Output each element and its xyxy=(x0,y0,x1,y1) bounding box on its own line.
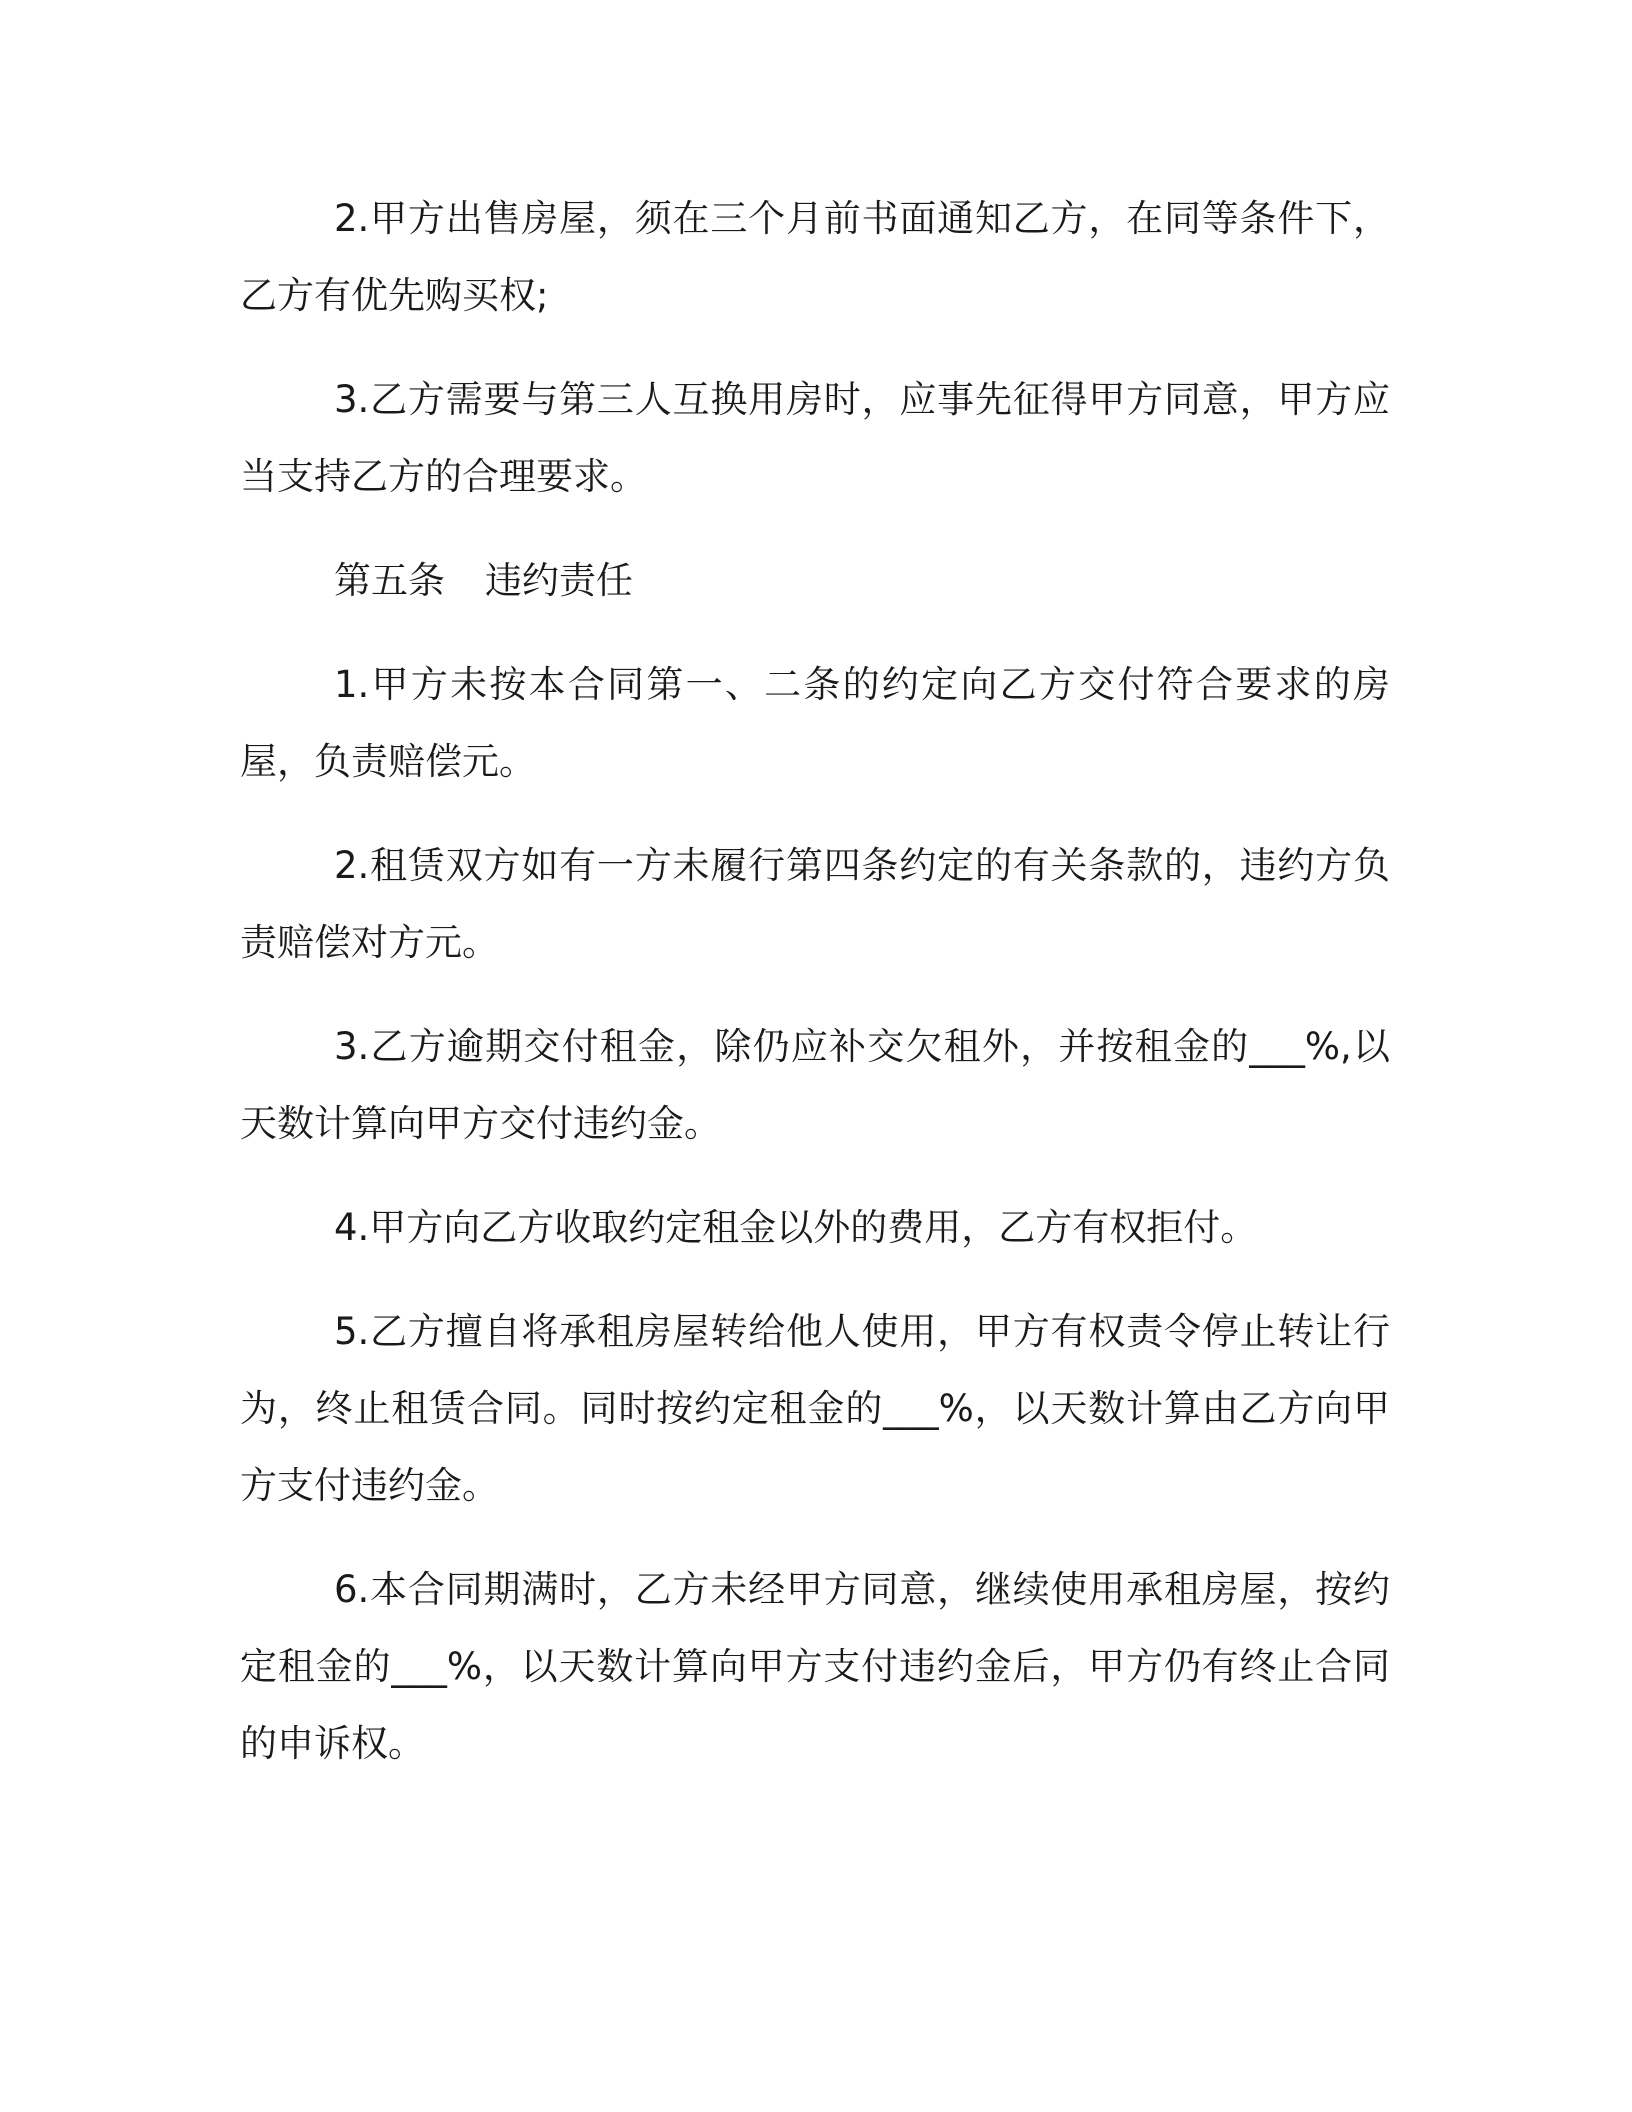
clause-5-2: 2.租赁双方如有一方未履行第四条约定的有关条款的，违约方负责赔偿对方元。 xyxy=(240,844,1390,964)
section-number: 第五条 xyxy=(334,559,445,602)
clause-5-3: 3.乙方逾期交付租金，除仍应补交欠租外，并按租金的___%,以天数计算向甲方交付违约金。 xyxy=(240,1025,1390,1145)
document-body xyxy=(240,180,1390,1809)
section-heading xyxy=(240,542,1390,619)
clause-4-3: 3.乙方需要与第三人互换用房时，应事先征得甲方同意，甲方应当支持乙方的合理要求。 xyxy=(240,378,1390,498)
clause-5-4: 4.甲方向乙方收取约定租金以外的费用，乙方有权拒付。 xyxy=(334,1206,1258,1249)
clause-5-1: 1.甲方未按本合同第一、二条的约定向乙方交付符合要求的房屋，负责赔偿元。 xyxy=(240,663,1390,783)
section-title: 违约责任 xyxy=(485,559,633,602)
clause-4-2: 2.甲方出售房屋，须在三个月前书面通知乙方，在同等条件下，乙方有优先购买权; xyxy=(240,197,1390,317)
clause-5-5: 5.乙方擅自将承租房屋转给他人使用，甲方有权责令停止转让行为，终止租赁合同。同时按约定租金的___%，以天数计算由乙方向甲方支付违约金。 xyxy=(240,1310,1390,1507)
clause-5-6: 6.本合同期满时，乙方未经甲方同意，继续使用承租房屋，按约定租金的___%，以天数计算向甲方支付违约金后，甲方仍有终止合同的申诉权。 xyxy=(240,1568,1390,1765)
